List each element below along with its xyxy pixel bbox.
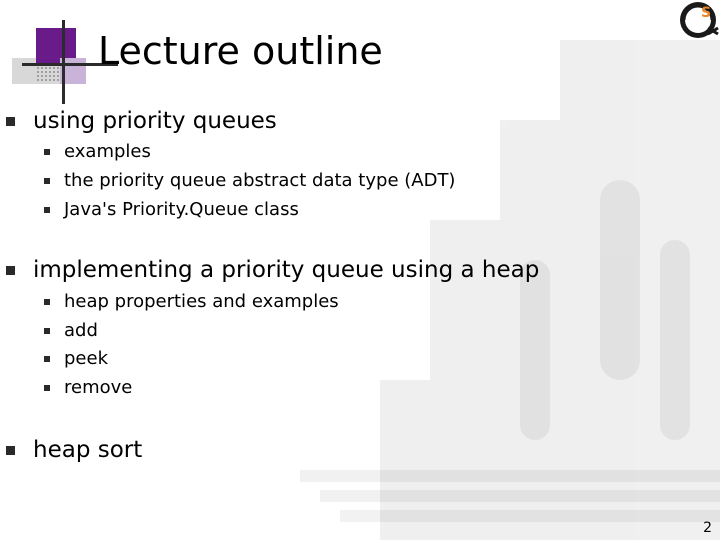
bullet-square-icon — [6, 117, 15, 126]
item-label: the priority queue abstract data type (ADT) — [64, 170, 456, 191]
bullet-square-icon — [44, 178, 50, 184]
logo-glyph: S — [701, 5, 712, 21]
bullet-square-icon — [6, 446, 15, 455]
outline-item — [44, 141, 151, 162]
section-label: using priority queues — [33, 108, 277, 134]
bullet-square-icon — [44, 299, 50, 305]
outline-item — [44, 348, 108, 369]
outline-item — [44, 170, 455, 191]
bullet-square-icon — [44, 149, 50, 155]
item-label: remove — [64, 377, 133, 398]
item-label: Java's Priority.Queue class — [64, 199, 299, 220]
bullet-square-icon — [44, 207, 50, 213]
item-label: examples — [64, 141, 151, 162]
section-label: implementing a priority queue using a heap — [33, 257, 540, 283]
item-label: add — [64, 320, 98, 341]
item-label: peek — [64, 348, 108, 369]
slide-number: 2 — [703, 520, 712, 536]
outline-item — [44, 320, 98, 341]
outline-item — [44, 199, 299, 220]
item-label: heap properties and examples — [64, 291, 339, 312]
cse-logo-icon — [674, 0, 720, 44]
bullet-square-icon — [6, 266, 15, 275]
bullet-square-icon — [44, 356, 50, 362]
bullet-square-icon — [44, 328, 50, 334]
outline-section — [6, 437, 142, 463]
outline-section — [6, 108, 277, 134]
outline-item — [44, 377, 132, 398]
slide-title: Lecture outline — [98, 29, 383, 73]
section-label: heap sort — [33, 437, 143, 463]
outline-section — [6, 257, 539, 283]
bullet-square-icon — [44, 385, 50, 391]
outline-item — [44, 291, 339, 312]
decor-line-vertical — [62, 20, 65, 104]
